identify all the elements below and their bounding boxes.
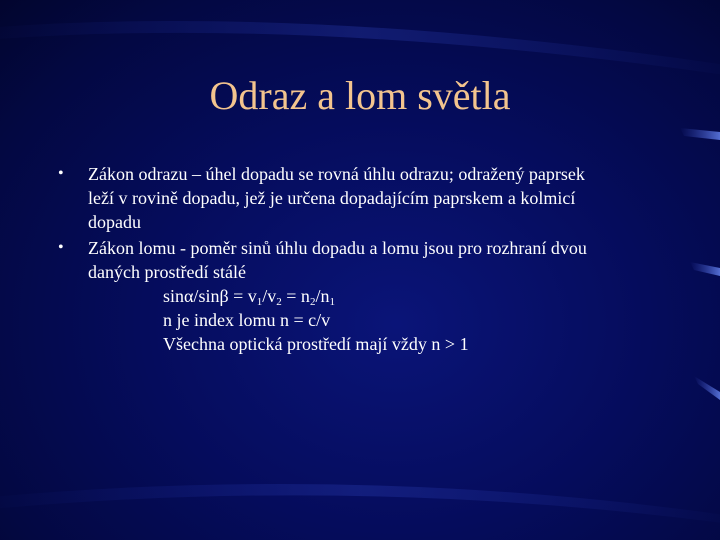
formula-subscript: 1: [329, 296, 335, 308]
bullet-line: daných prostředí stálé: [88, 262, 246, 282]
formula-part: /v: [262, 286, 277, 306]
bullet-item: [58, 162, 678, 234]
formula-subscript: 2: [276, 296, 282, 308]
bullet-line: Zákon odrazu – úhel dopadu se rovná úhlu odrazu; odražený paprsek: [88, 164, 585, 184]
formula-part: sinα/sinβ = v: [163, 286, 257, 306]
bullet-symbol: •: [58, 165, 64, 182]
bullet-line: Zákon lomu - poměr sinů úhlu dopadu a lomu jsou pro rozhraní dvou: [88, 238, 587, 258]
formula-part: = n: [281, 286, 310, 306]
bullet-symbol: •: [58, 239, 64, 256]
formula-subscript: 1: [256, 296, 263, 308]
slide-title: Odraz a lom světla: [209, 73, 511, 118]
index-definition-line: n je index lomu n = c/v: [163, 310, 331, 330]
formula-line: [88, 284, 678, 308]
optical-media-line: Všechna optická prostředí mají vždy n > 1: [163, 334, 469, 354]
formula-part: /n: [315, 286, 330, 306]
bullet-item: [58, 236, 678, 356]
bullet-line: leží v rovině dopadu, jež je určena dopadajícím paprskem a kolmicí: [88, 188, 576, 208]
formula-subscript: 2: [309, 296, 316, 308]
slide-content: [58, 162, 678, 358]
bullet-line: dopadu: [88, 212, 141, 232]
